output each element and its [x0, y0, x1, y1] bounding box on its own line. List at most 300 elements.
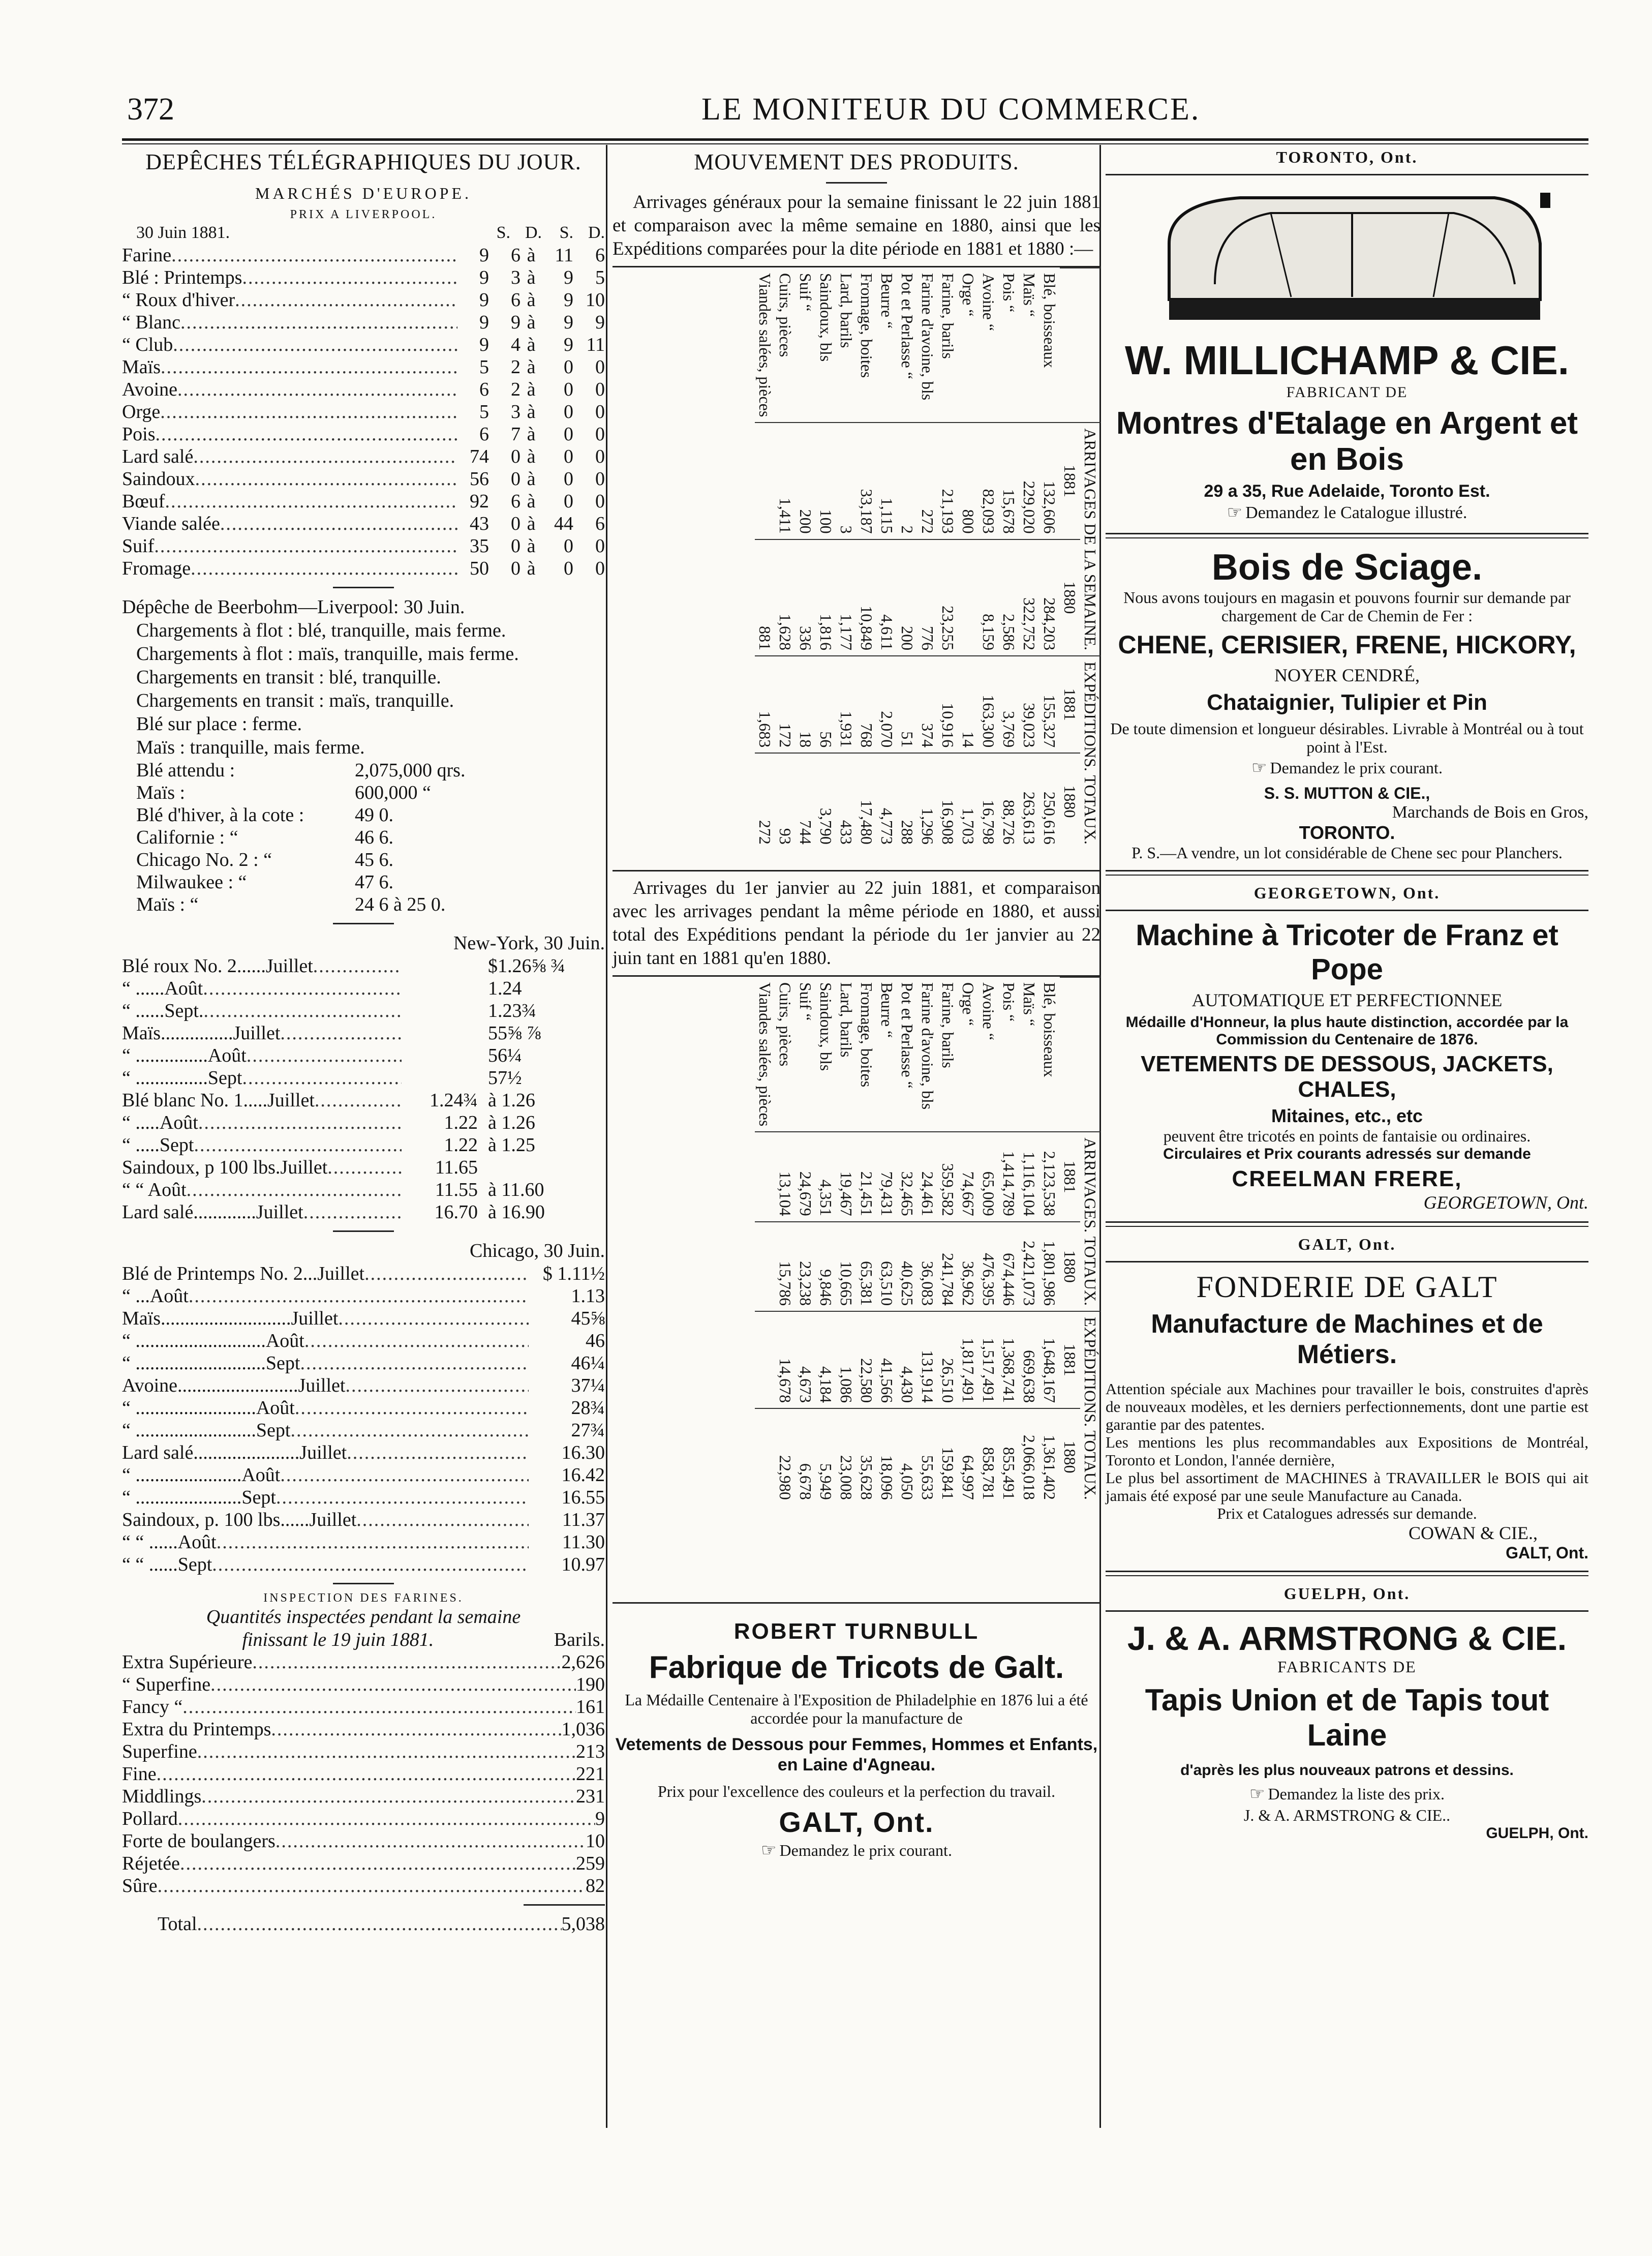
price-cell: à	[527, 334, 536, 355]
price-cell: 0	[595, 535, 605, 557]
fonderie-text2: Les mentions les plus recommandables aux Expositions de Montréal, Toronto et London, l'année dernière,	[1106, 1433, 1588, 1469]
turnbull-text3: Prix pour l'excellence des couleurs et la perfection du travail.	[657, 1782, 1056, 1800]
quantity-cell: 1,801,986	[1039, 1222, 1060, 1311]
quantity-cell: 855,491	[999, 1408, 1019, 1505]
price-cell: 0	[511, 468, 521, 490]
price-cell: à	[527, 446, 536, 467]
quantity-cell: 4,773	[877, 753, 897, 850]
turnbull-ad	[613, 1619, 1100, 1862]
product-name: Suif “	[797, 273, 815, 312]
beerbohm-value-label: Chicago No. 2 : “	[136, 849, 272, 870]
quantity-cell: 36,962	[958, 1222, 978, 1311]
quantity-cell: 15,786	[775, 1222, 796, 1311]
quantity-cell: 2,421,073	[1019, 1222, 1039, 1311]
total-rule	[524, 1904, 605, 1906]
market-label: Lard salé.............Juillet	[122, 1201, 303, 1223]
quantity-cell: 1,683	[755, 656, 775, 753]
leader-dots	[252, 1651, 561, 1673]
market-value-a: 11.55	[435, 1179, 478, 1200]
group-sublabel: TOTAUX.	[1081, 1236, 1099, 1306]
column-movement-of-products	[613, 145, 1100, 1862]
quantity-cell: 23,238	[796, 1222, 816, 1311]
market-value-a: 1.22	[444, 1112, 478, 1133]
price-cell: 44	[554, 513, 573, 534]
barrel-count: 231	[576, 1786, 605, 1807]
chicago-row	[122, 1262, 605, 1285]
price-cell: à	[527, 491, 536, 512]
product-label: Fromage	[122, 558, 191, 579]
market-label: Maïs...........................Juillet	[122, 1308, 339, 1329]
product-name: Pot et Perlasse “	[898, 982, 916, 1089]
year-header: 1880	[1060, 539, 1080, 656]
liverpool-row	[122, 490, 605, 513]
quantity-cell: 10,916	[938, 656, 958, 753]
table-row	[796, 268, 816, 850]
leader-dots	[180, 1852, 576, 1875]
armstrong-role: FABRICANTS DE	[1277, 1658, 1417, 1676]
turnbull-place: GALT, Ont.	[779, 1806, 934, 1838]
leader-dots	[338, 1307, 529, 1330]
market-label: “ ...............Août	[122, 1045, 247, 1066]
new-york-row	[122, 1000, 605, 1022]
market-value: 27¾	[571, 1420, 605, 1441]
price-cell: 0	[564, 446, 573, 467]
quantity-cell: 16,908	[938, 753, 958, 850]
chicago-row	[122, 1352, 605, 1374]
table-row	[999, 977, 1019, 1505]
column-advertisements	[1106, 145, 1588, 1842]
price-cell: 0	[564, 468, 573, 490]
quantity-cell: 1,414,789	[999, 1132, 1019, 1221]
leader-dots	[189, 1285, 529, 1307]
liverpool-row	[122, 356, 605, 378]
price-cell: 9	[479, 245, 489, 266]
leader-dots	[364, 1262, 529, 1285]
price-cell: 9	[595, 312, 605, 333]
beerbohm-line: Chargements en transit : blé, tranquille.	[136, 667, 441, 688]
quantity-cell: 288	[897, 753, 917, 850]
product-name: Orge “	[959, 273, 977, 317]
beerbohm-value-row	[122, 826, 605, 849]
leader-dots	[235, 289, 457, 311]
quantity-cell: 768	[856, 656, 877, 753]
market-label: Saindoux, p. 100 lbs......Juillet	[122, 1509, 357, 1530]
product-name: Farine d'avoine, bls	[919, 982, 937, 1110]
price-cell: 6	[595, 513, 605, 534]
product-name: Maïs “	[1020, 273, 1038, 317]
quantity-cell: 41,566	[877, 1311, 897, 1408]
franz-medal: Médaille d'Honneur, la plus haute distinction, accordée par la Commission du Centenaire de 1876.	[1125, 1014, 1569, 1048]
leader-dots	[304, 1330, 529, 1352]
millichamp-address: 29 a 35, Rue Adelaide, Toronto Est.	[1204, 482, 1490, 501]
liverpool-row	[122, 289, 605, 311]
pointing-hand-icon: ☞	[1249, 1785, 1265, 1803]
product-label: “ Club	[122, 334, 173, 355]
beerbohm-value-row	[122, 871, 605, 893]
market-value-a	[402, 1067, 478, 1089]
subsection-marches-europe: MARCHÉS D'EUROPE.	[255, 184, 472, 202]
armstrong-cta: Demandez la liste des prix.	[1268, 1785, 1445, 1803]
liverpool-header-row	[122, 222, 605, 244]
product-name: Fromage, boites	[858, 273, 876, 378]
market-label: Maïs...............Juillet	[122, 1022, 281, 1044]
quantity-cell: 1,296	[917, 753, 938, 850]
chicago-price-table	[122, 1262, 605, 1576]
price-cell: à	[527, 535, 536, 557]
leader-dots	[220, 513, 457, 535]
product-name: Cuirs, pièces	[776, 982, 794, 1067]
fonderie-title: FONDERIE DE GALT	[1196, 1270, 1498, 1304]
quantity-cell: 10,849	[856, 539, 877, 656]
price-cell: à	[527, 401, 536, 423]
table2-intro: Arrivages du 1er janvier au 22 juin 1881, et comparaison avec les arrivages pendant la même période en 1880, et aussi total des Expéditions pendant la période du 1er janvier au 22 juin tant en 1881 qu'en 1880.	[613, 878, 1100, 969]
market-value: 45⅝	[571, 1308, 605, 1329]
market-value-a	[402, 1022, 478, 1044]
barrel-count: 259	[576, 1853, 605, 1874]
chicago-row	[122, 1397, 605, 1419]
table-row	[755, 977, 775, 1505]
quantity-cell: 13,104	[775, 1132, 796, 1221]
new-york-row	[122, 1156, 605, 1179]
quantity-cell: 881	[755, 539, 775, 656]
price-cell: à	[527, 468, 536, 490]
price-cell: 9	[564, 289, 573, 311]
group-label: EXPÉDITIONS.	[1081, 661, 1099, 772]
header-rule	[122, 138, 1588, 141]
leader-dots	[171, 244, 457, 266]
inspection-row	[122, 1651, 605, 1673]
product-label: Pois	[122, 424, 156, 445]
table-row	[816, 977, 836, 1505]
inspection-subtitle-row	[122, 1629, 605, 1651]
new-york-price-table	[122, 955, 605, 1223]
price-cell: 2	[511, 356, 521, 378]
liverpool-row	[122, 423, 605, 445]
inspection-row	[122, 1673, 605, 1696]
quantity-cell	[755, 1132, 775, 1221]
table-row	[978, 268, 999, 850]
leader-dots	[300, 1352, 529, 1374]
leader-dots	[271, 1718, 561, 1740]
inspection-row	[122, 1696, 605, 1718]
beerbohm-value: 600,000 “	[355, 782, 431, 803]
price-cell: 6	[511, 289, 521, 311]
leader-dots	[217, 1531, 529, 1553]
turnbull-text1: La Médaille Centenaire à l'Exposition de Philadelphie en 1876 lui a été accordée pour la manufacture de	[625, 1691, 1088, 1727]
market-label: “ .........................Sept	[122, 1420, 291, 1441]
table1-intro: Arrivages généraux pour la semaine finissant le 22 juin 1881 et comparaison avec la même semaine en 1880, ainsi que les Expéditions comparées pour la dite période en 1881 et 1880 :—	[613, 192, 1100, 259]
leader-dots	[195, 468, 457, 490]
leader-dots	[313, 955, 402, 977]
leader-dots	[194, 1134, 402, 1156]
page-number: 372	[127, 92, 174, 127]
quantity-cell: 88,726	[999, 753, 1019, 850]
quantity-cell: 2,066,018	[1019, 1408, 1039, 1505]
leader-dots	[345, 1374, 529, 1397]
leader-dots	[276, 1830, 586, 1852]
price-cell: 0	[564, 424, 573, 445]
market-value-b: 56¼	[488, 1045, 522, 1066]
leader-dots	[203, 1000, 402, 1022]
leader-dots	[242, 266, 457, 289]
chicago-row	[122, 1531, 605, 1553]
group-label: ARRIVAGES	[1081, 428, 1099, 520]
product-name: Beurre “	[878, 982, 896, 1038]
quantity-cell: 23,255	[938, 539, 958, 656]
mutton-role: Marchands de Bois en Gros,	[1392, 803, 1588, 822]
armstrong-city: GUELPH, Ont.	[1486, 1825, 1588, 1842]
market-value-a: 1.24¾	[430, 1090, 478, 1111]
product-label: Maïs	[122, 356, 161, 378]
quantity-cell: 1,177	[836, 539, 856, 656]
barrel-count: 161	[576, 1696, 605, 1718]
quantity-cell: 1,411	[775, 423, 796, 539]
table-row	[836, 977, 856, 1505]
liverpool-row	[122, 311, 605, 334]
market-value: 11.30	[562, 1531, 605, 1553]
barrel-count: 213	[576, 1741, 605, 1762]
market-label: “ .........................Août	[122, 1397, 295, 1419]
liverpool-price-table	[122, 244, 605, 580]
quantity-cell: 1,628	[775, 539, 796, 656]
beerbohm-value-label: Blé d'hiver, à la cote :	[136, 804, 304, 826]
barrel-count: 82	[586, 1875, 605, 1897]
quantity-cell	[755, 1408, 775, 1505]
mutton-city: TORONTO.	[1299, 822, 1395, 843]
market-label: “ ......Août	[122, 978, 203, 999]
beerbohm-line: Blé sur place : ferme.	[136, 713, 302, 735]
market-value-a	[402, 1000, 478, 1022]
armstrong-text: d'après les plus nouveaux patrons et dessins.	[1180, 1762, 1514, 1779]
divider	[826, 182, 887, 184]
millichamp-ad	[1106, 148, 1588, 525]
market-value: 10.97	[561, 1554, 605, 1575]
price-cell: 43	[470, 513, 489, 534]
flour-grade: Extra du Printemps	[122, 1719, 271, 1740]
header-blank	[1060, 268, 1100, 423]
millichamp-role: FABRICANT DE	[1286, 384, 1408, 401]
pointing-hand-icon: ☞	[761, 1841, 777, 1860]
chicago-title: Chicago, 30 Juin.	[470, 1240, 605, 1261]
quantity-cell: 3	[836, 423, 856, 539]
market-label: “ ...............Sept	[122, 1067, 242, 1089]
market-value: 11.37	[562, 1509, 605, 1530]
market-label: Blé blanc No. 1.....Juillet	[122, 1090, 315, 1111]
flour-grade: Réjetée	[122, 1853, 180, 1874]
bois-cta: Demandez le prix courant.	[1270, 759, 1443, 777]
product-label: “ Blanc	[122, 312, 181, 333]
quantity-cell: 9,846	[816, 1222, 836, 1311]
quantity-cell: 93	[775, 753, 796, 850]
product-label: Bœuf	[122, 491, 165, 512]
pointing-hand-icon: ☞	[1251, 759, 1267, 777]
unit-s2: S.	[559, 223, 573, 242]
quantity-cell: 800	[958, 423, 978, 539]
statistics-table	[755, 267, 1100, 850]
group-label: ARRIVAGES.	[1081, 1137, 1099, 1233]
year-header: 1881	[1060, 1311, 1080, 1408]
new-york-row	[122, 1201, 605, 1223]
beerbohm-value-label: Milwaukee : “	[136, 871, 247, 893]
chicago-row	[122, 1553, 605, 1576]
year-header: 1881	[1060, 1132, 1080, 1221]
quantity-cell: 4,430	[897, 1311, 917, 1408]
bois-text2: De toute dimension et longueur désirables. Livrable à Montréal ou à tout point à l'Est.	[1110, 719, 1584, 756]
leader-dots	[191, 557, 457, 580]
leader-dots	[201, 1785, 576, 1808]
market-value: $ 1.11½	[542, 1263, 605, 1284]
beerbohm-value: 45 6.	[355, 849, 393, 870]
market-label: “ ......Sept.	[122, 1000, 204, 1021]
product-name: Orge “	[959, 982, 977, 1026]
price-cell: à	[527, 424, 536, 445]
price-cell: 11	[555, 245, 573, 266]
price-cell: 0	[595, 379, 605, 400]
market-value-a	[402, 955, 478, 977]
header-rule-thin	[122, 143, 1588, 144]
table-row	[877, 977, 897, 1505]
inspection-row	[122, 1830, 605, 1852]
quantity-cell	[755, 423, 775, 539]
price-cell: 0	[511, 446, 521, 467]
market-value-a	[402, 1044, 478, 1067]
table-row	[1019, 977, 1039, 1505]
price-cell: 0	[511, 513, 521, 534]
table-row	[1019, 268, 1039, 850]
inspection-row	[122, 1852, 605, 1875]
price-cell: 6	[511, 491, 521, 512]
chicago-row	[122, 1285, 605, 1307]
table-row	[796, 977, 816, 1505]
product-name: Lard, barils	[837, 982, 855, 1058]
beerbohm-lines	[122, 619, 605, 759]
product-name: Farine, barils	[939, 273, 957, 359]
inspection-row	[122, 1808, 605, 1830]
quantity-cell: 16,798	[978, 753, 999, 850]
toronto-location: TORONTO, Ont.	[1276, 148, 1418, 166]
price-cell: 9	[479, 267, 489, 288]
bois-noyer: NOYER CENDRÉ,	[1274, 665, 1420, 685]
product-name: Saindoux, bls	[817, 273, 835, 362]
statistics-table	[755, 977, 1100, 1505]
quantity-cell: 55,633	[917, 1408, 938, 1505]
product-name: Saindoux, bls	[817, 982, 835, 1071]
price-cell: à	[527, 245, 536, 266]
leader-dots	[161, 356, 457, 378]
price-cell: 11	[586, 334, 605, 355]
liverpool-row	[122, 401, 605, 423]
leader-dots	[155, 423, 457, 445]
column-market-reports	[122, 145, 605, 1935]
masthead-title: LE MONITEUR DU COMMERCE.	[701, 92, 1201, 127]
franz-title: Machine à Tricoter de Franz et Pope	[1136, 919, 1558, 986]
quantity-cell: 744	[796, 753, 816, 850]
quantity-cell: 5,949	[816, 1408, 836, 1505]
inspection-row	[122, 1785, 605, 1808]
new-york-row	[122, 1089, 605, 1111]
quantity-cell: 4,184	[816, 1311, 836, 1408]
beerbohm-value-row	[122, 849, 605, 871]
leader-dots	[193, 445, 457, 468]
table-row	[958, 268, 978, 850]
flour-grade: Superfine	[122, 1741, 197, 1762]
price-cell: 0	[595, 468, 605, 490]
quantity-cell: 1,361,402	[1039, 1408, 1060, 1505]
quantity-cell: 200	[897, 539, 917, 656]
new-york-row	[122, 977, 605, 1000]
product-label: Suif	[122, 535, 155, 557]
quantity-cell: 1,931	[836, 656, 856, 753]
leader-dots	[280, 1464, 529, 1486]
market-label: Saindoux, p 100 lbs.Juillet	[122, 1157, 328, 1178]
fonderie-text4: Prix et Catalogues adressés sur demande.	[1217, 1505, 1477, 1522]
armstrong-product: Tapis Union et de Tapis tout Laine	[1145, 1683, 1549, 1752]
table-row	[1039, 268, 1060, 850]
quantity-cell: 476,395	[978, 1222, 999, 1311]
liverpool-row	[122, 378, 605, 401]
market-value: 46¼	[571, 1352, 605, 1374]
quantity-cell: 18	[796, 656, 816, 753]
turnbull-cta: Demandez le prix courant.	[779, 1841, 952, 1859]
quantity-cell: 1,115	[877, 423, 897, 539]
market-label: “ ......................Août	[122, 1464, 281, 1486]
column-divider-1	[606, 145, 607, 2128]
price-cell: 0	[595, 491, 605, 512]
product-name: Pois “	[1000, 982, 1018, 1022]
product-name: Avoine “	[980, 982, 998, 1041]
barrel-count: 221	[576, 1763, 605, 1785]
year-header: 1881	[1060, 656, 1080, 753]
beerbohm-value-label: Maïs :	[136, 782, 186, 803]
price-cell: 0	[564, 491, 573, 512]
bois-text1: Nous avons toujours en magasin et pouvons fournir sur demande par chargement de Car de Chemin de Fer :	[1123, 588, 1571, 625]
price-cell: 9	[564, 267, 573, 288]
leader-dots	[276, 1486, 529, 1509]
armstrong-ad	[1106, 1584, 1588, 1842]
price-cell: 5	[479, 401, 489, 423]
page-header	[91, 86, 1586, 137]
quantity-cell: 272	[755, 753, 775, 850]
barrel-count: 10	[586, 1830, 605, 1852]
price-cell: 3	[511, 267, 521, 288]
product-label: “ Roux d'hiver	[122, 289, 235, 311]
quantity-cell: 669,638	[1019, 1311, 1039, 1408]
product-label: Avoine	[122, 379, 178, 400]
creelman-city: GEORGETOWN, Ont.	[1423, 1192, 1588, 1213]
quantity-cell: 100	[816, 423, 836, 539]
market-label: Blé roux No. 2......Juillet	[122, 955, 313, 977]
quantity-cell: 172	[775, 656, 796, 753]
price-cell: 35	[470, 535, 489, 557]
price-cell: 6	[511, 245, 521, 266]
yearly-arrivals-table	[613, 975, 1100, 1604]
market-value-b: à 1.25	[488, 1134, 535, 1156]
group-label: EXPÉDITIONS.	[1081, 1317, 1099, 1427]
quantity-cell: 374	[917, 656, 938, 753]
price-cell: 2	[511, 379, 521, 400]
market-label: “ ......................Sept	[122, 1487, 276, 1508]
quantity-cell: 65,381	[856, 1222, 877, 1311]
georgetown-location: GEORGETOWN, Ont.	[1253, 884, 1441, 902]
divider	[333, 1230, 394, 1232]
chicago-row	[122, 1464, 605, 1486]
divider	[333, 923, 394, 924]
price-cell: 0	[511, 535, 521, 557]
quantity-cell: 131,914	[917, 1311, 938, 1408]
inspection-title: INSPECTION DES FARINES.	[263, 1591, 464, 1605]
quantity-cell: 56	[816, 656, 836, 753]
quantity-cell: 82,093	[978, 423, 999, 539]
